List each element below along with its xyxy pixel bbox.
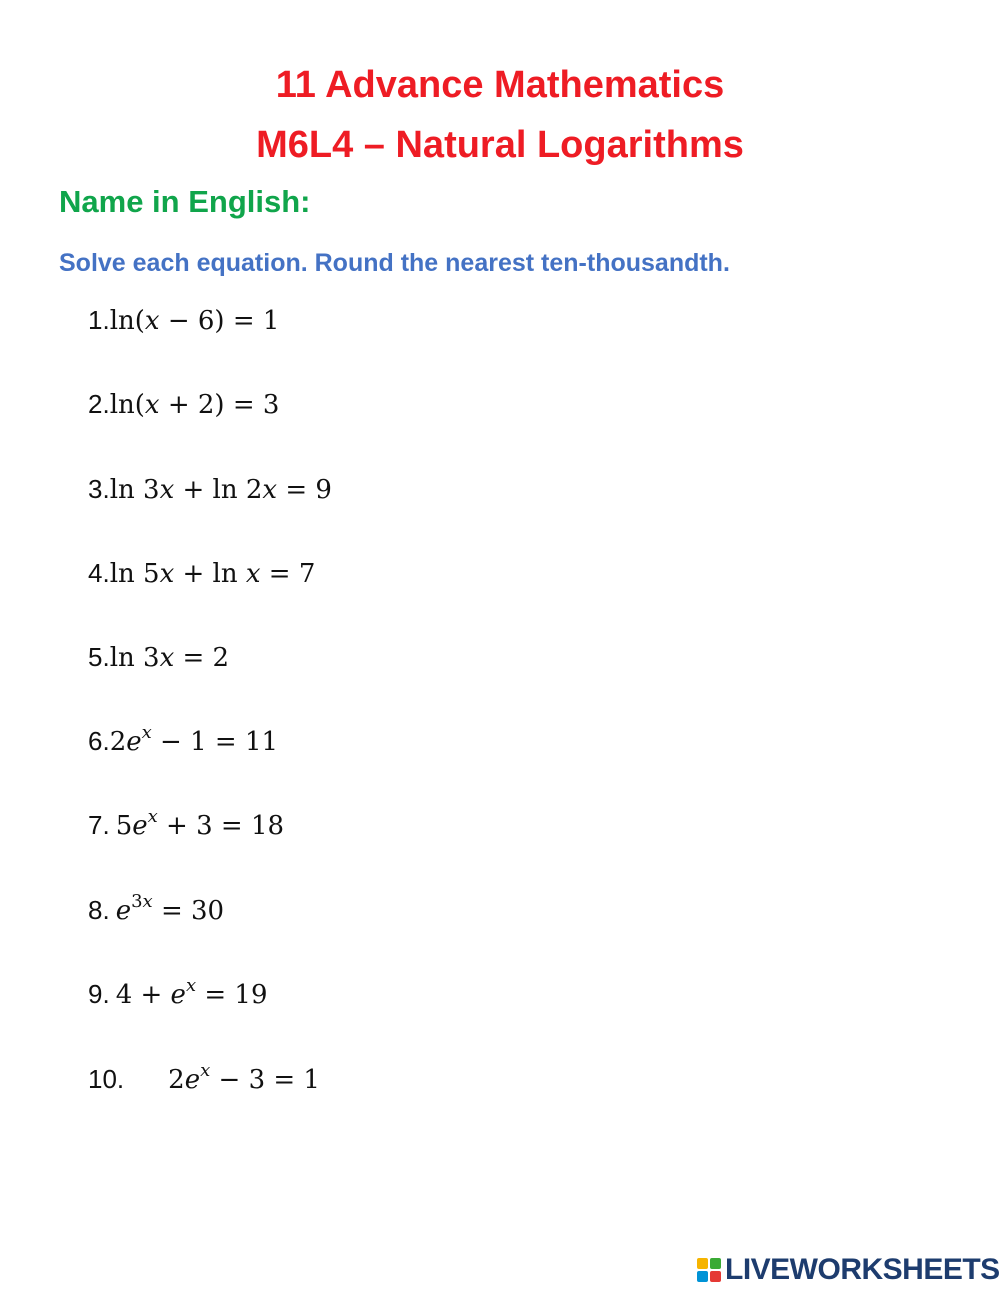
problem-2 [88,388,279,420]
problem-3 [88,473,332,505]
lesson-title: M6L4 – Natural Logarithms [256,124,744,166]
liveworksheets-logo-icon [697,1258,721,1282]
problem-number: 8. [88,895,110,925]
problem-equation: ln(x − 6) = 1 [109,306,280,336]
problem-6 [88,722,279,757]
problem-equation: $4 + e^x = 19$ [115,975,268,1010]
problem-1 [88,304,279,336]
problem-8 [88,891,225,926]
problem-7 [88,806,285,841]
problem-equation: ln 3x = 2 [109,643,230,673]
problem-equation: ln 3x + ln 2x = 9 [109,475,332,505]
problem-number: 6. [88,726,110,756]
problem-number: 10. [88,1064,125,1094]
problem-equation: $2e^x - 3 = 1$ [168,1060,320,1095]
problem-number: 3. [88,474,110,504]
problem-equation: $5e^x + 3 = 18$ [115,806,285,841]
liveworksheets-brand [697,1253,1000,1287]
problem-5 [88,641,229,673]
instructions: Solve each equation. Round the nearest ten-thousandth. [59,249,730,277]
problem-4 [88,557,315,589]
problem-equation: ln(x + 2) = 3 [109,390,280,420]
problem-10 [88,1060,320,1095]
name-label: Name in English: [59,184,311,219]
problem-equation: $2e^x - 1 = 11$ [109,722,279,757]
course-title: 11 Advance Mathematics [275,64,725,106]
problem-equation: $e^{3x} = 30$ [115,891,225,926]
problem-9 [88,975,268,1010]
problem-number: 9. [88,979,110,1009]
problem-number: 4. [88,558,110,588]
problem-number: 2. [88,389,110,419]
brand-name: LIVEWORKSHEETS [725,1253,1000,1286]
problem-number: 5. [88,642,110,672]
problem-number: 7. [88,810,110,840]
problem-equation: ln 5x + ln x = 7 [109,559,316,589]
problem-number: 1. [88,305,110,335]
